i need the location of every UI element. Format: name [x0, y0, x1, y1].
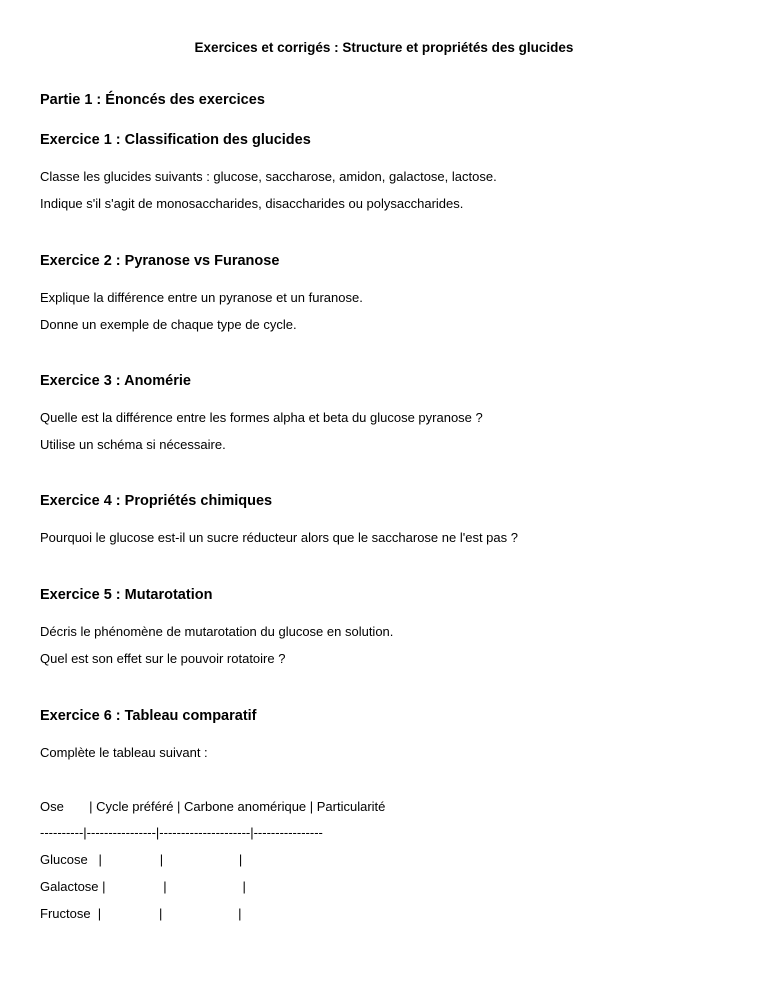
exercise-5-line-1: Décris le phénomène de mutarotation du glucose en solution.: [40, 624, 394, 639]
part-1-heading: Partie 1 : Énoncés des exercices: [40, 92, 265, 108]
exercise-4-heading: Exercice 4 : Propriétés chimiques: [40, 493, 273, 509]
exercise-1-line-1: Classe les glucides suivants : glucose, saccharose, amidon, galactose, lactose.: [40, 169, 497, 184]
exercise-1-line-2: Indique s'il s'agit de monosaccharides, disaccharides ou polysaccharides.: [40, 196, 464, 211]
exercise-6-heading: Exercice 6 : Tableau comparatif: [40, 708, 257, 724]
exercise-4-line-1: Pourquoi le glucose est-il un sucre réducteur alors que le saccharose ne l'est pas ?: [40, 530, 518, 545]
exercise-3-line-2: Utilise un schéma si nécessaire.: [40, 437, 226, 452]
table-row-fructose: Fructose | | |: [40, 906, 242, 921]
exercise-2-line-1: Explique la différence entre un pyranose et un furanose.: [40, 290, 363, 305]
table-row-galactose: Galactose | | |: [40, 879, 246, 894]
document-title: Exercices et corrigés : Structure et propriétés des glucides: [194, 40, 574, 55]
exercise-2-heading: Exercice 2 : Pyranose vs Furanose: [40, 253, 280, 269]
exercise-6-line-1: Complète le tableau suivant :: [40, 745, 208, 760]
table-separator: ----------|----------------|---------------------|----------------: [40, 825, 323, 840]
exercise-3-line-1: Quelle est la différence entre les formes alpha et beta du glucose pyranose ?: [40, 410, 483, 425]
exercise-3-heading: Exercice 3 : Anomérie: [40, 373, 191, 389]
table-header: Ose | Cycle préféré | Carbone anomérique | Particularité: [40, 799, 386, 814]
exercise-5-heading: Exercice 5 : Mutarotation: [40, 587, 213, 603]
table-row-glucose: Glucose | | |: [40, 852, 243, 867]
exercise-1-heading: Exercice 1 : Classification des glucides: [40, 132, 311, 148]
exercise-5-line-2: Quel est son effet sur le pouvoir rotatoire ?: [40, 651, 286, 666]
exercise-2-line-2: Donne un exemple de chaque type de cycle.: [40, 317, 297, 332]
